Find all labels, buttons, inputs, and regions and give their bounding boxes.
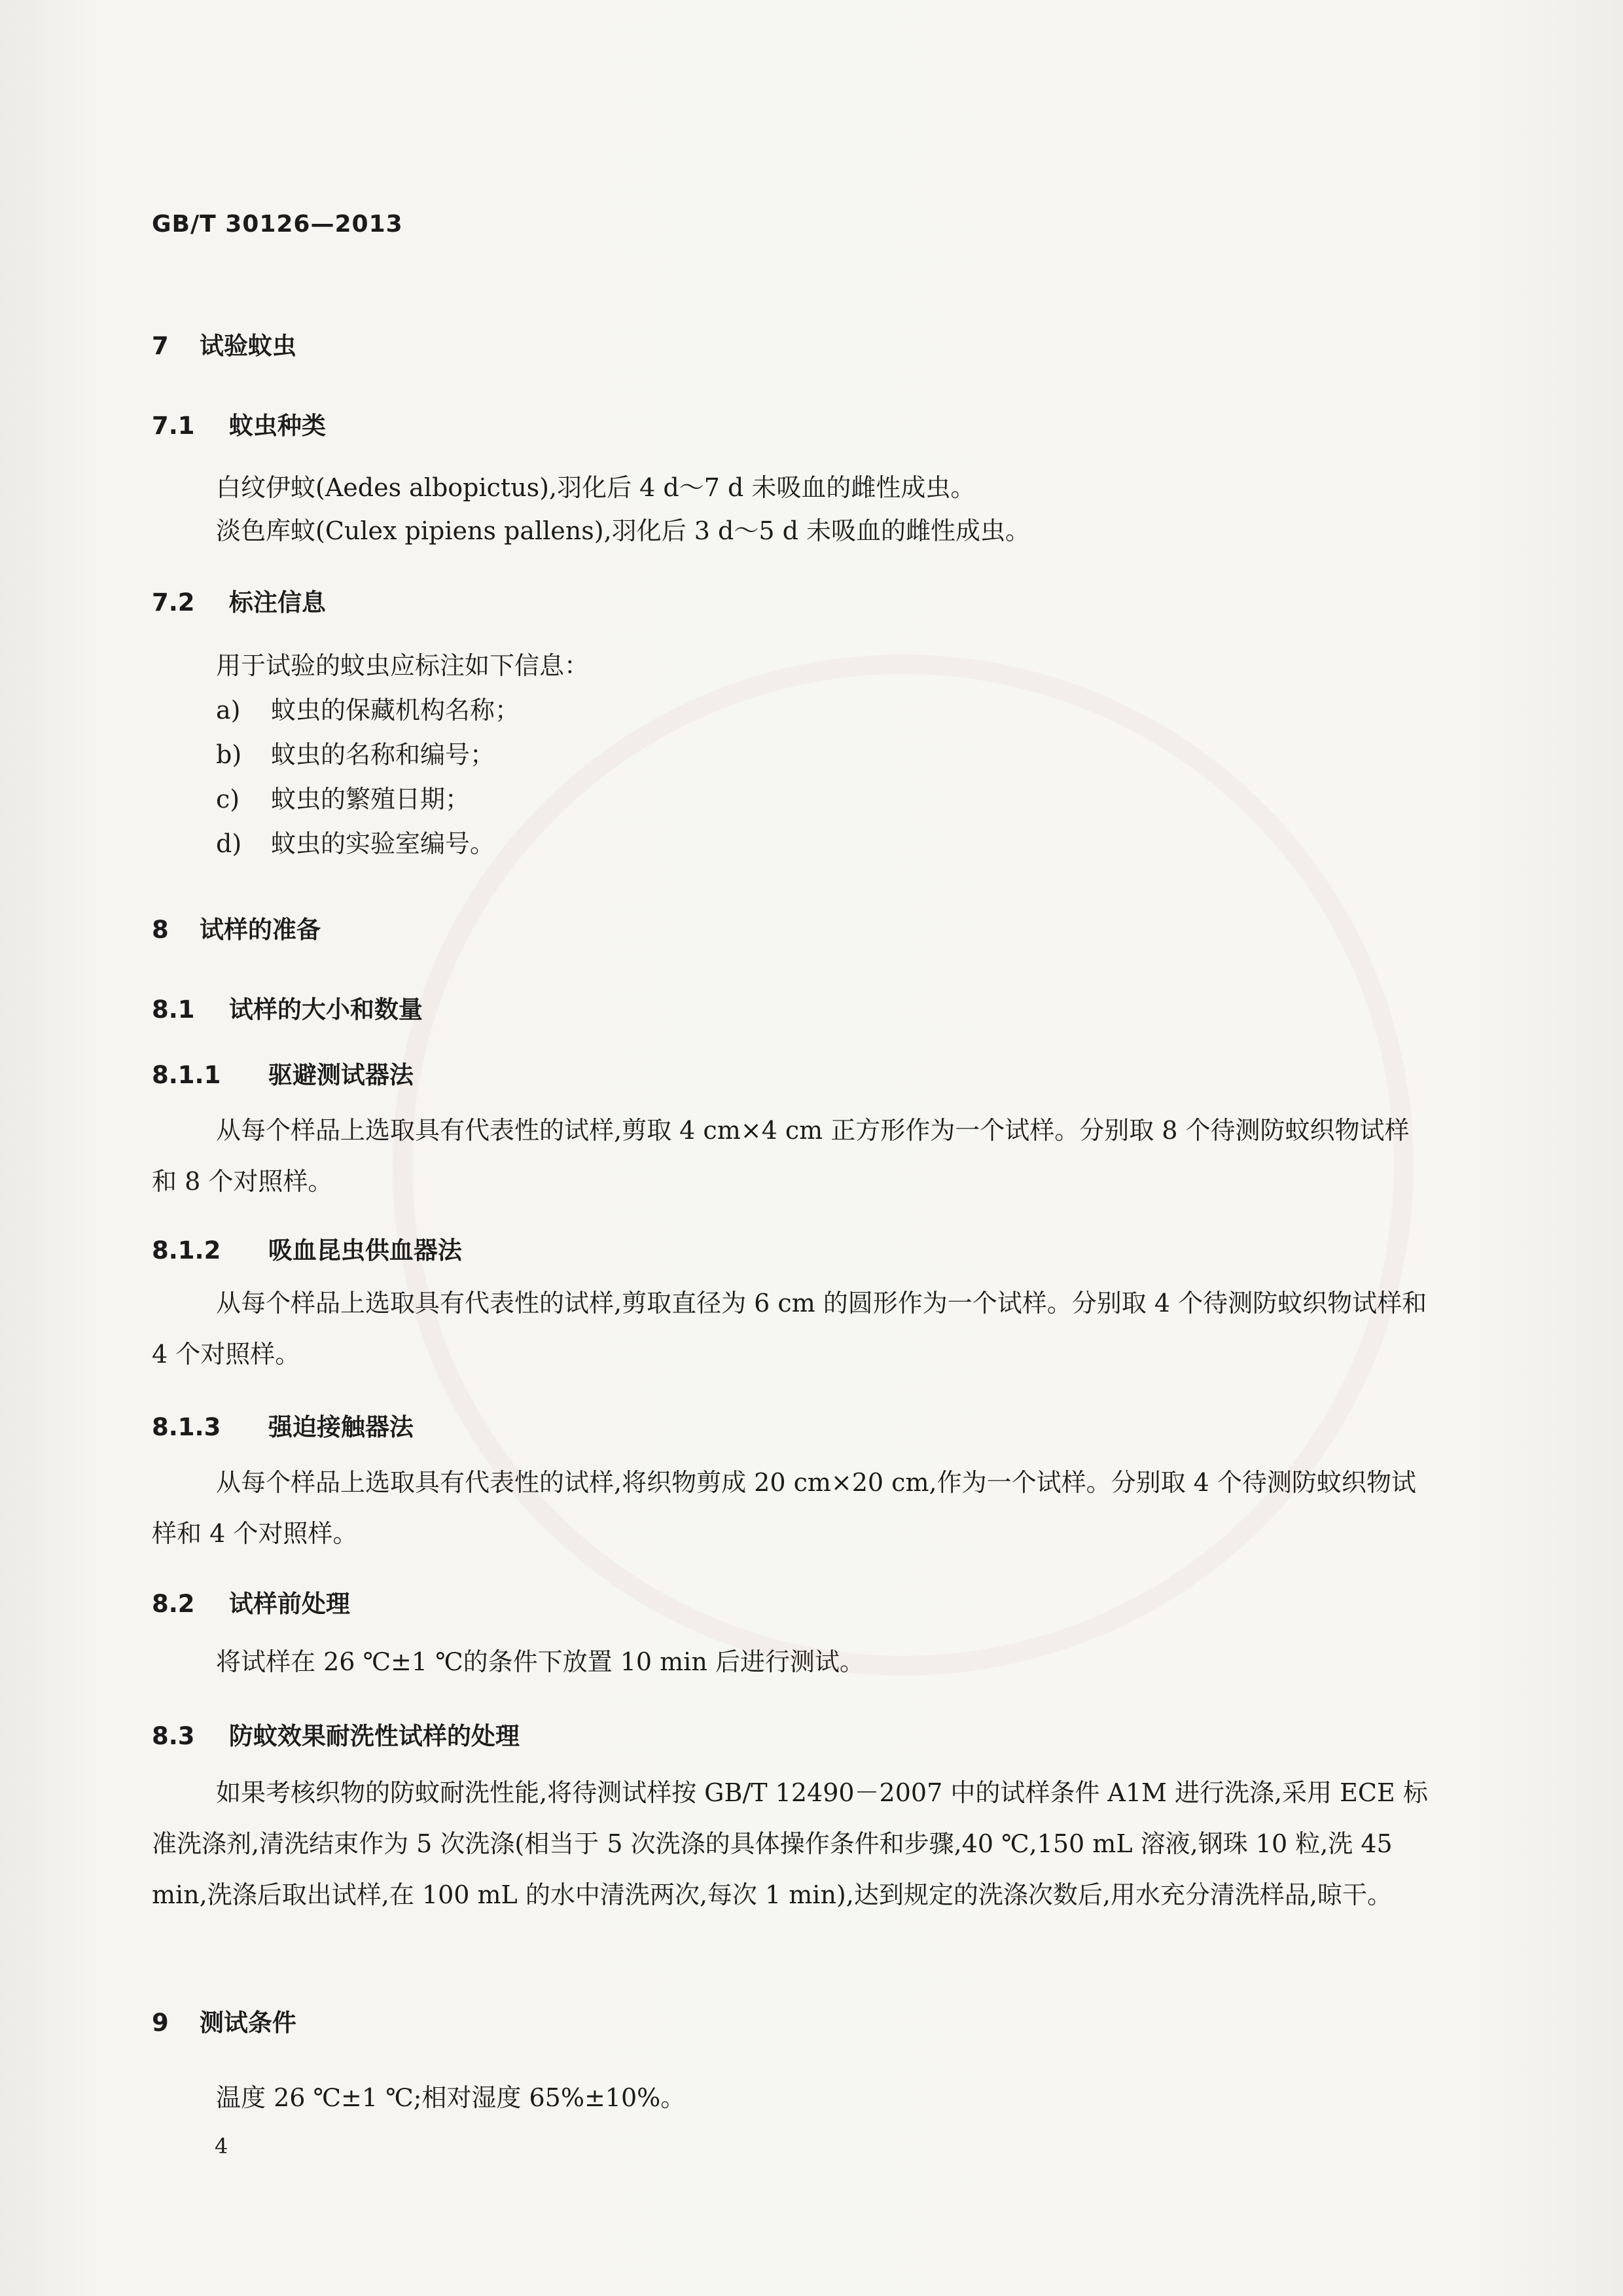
paragraph: 如果考核织物的防蚊耐洗性能,将待测试样按 GB/T 12490－2007 中的试样条件 A1M 进行洗涤,采用 ECE 标准洗涤剂,清洗结束作为 5 次洗涤(相当于 5 次洗涤的具体操作条件和步骤,40 ℃,150 mL 溶液,钢珠 10 粒,洗 45 min,洗涤后取出试样,在 100 mL 的水中清洗两次,每次 1 min),达到规定的洗涤次数后,用水充分清洗样品,晾干。 (152, 1778, 1428, 1909)
section-title: 测试条件 (199, 2009, 296, 2037)
section-heading-8 (152, 910, 321, 945)
list-item (216, 734, 495, 770)
section-title: 试验蚊虫 (199, 332, 296, 360)
list-text: 蚊虫的实验室编号。 (271, 829, 495, 858)
list-text: 蚊虫的名称和编号； (271, 740, 495, 769)
section-heading-8-1-3 (152, 1407, 414, 1443)
section-number: 8.1.1 (152, 1061, 221, 1089)
section-heading-7-1 (152, 406, 326, 441)
section-title: 强迫接触器法 (268, 1413, 414, 1441)
list-text: 蚊虫的保藏机构名称； (271, 696, 520, 725)
section-number: 8.2 (152, 1590, 195, 1618)
list-item (216, 690, 520, 726)
section-number: 9 (152, 2009, 169, 2037)
list-marker: a) (216, 696, 241, 725)
section-title: 防蚊效果耐洗性试样的处理 (228, 1722, 520, 1750)
list-marker: b) (216, 740, 242, 769)
section-number: 8.3 (152, 1722, 195, 1750)
section-heading-8-1-1 (152, 1055, 414, 1090)
section-title: 试样前处理 (228, 1590, 350, 1618)
section-heading-8-2 (152, 1584, 350, 1619)
list-text: 蚊虫的繁殖日期； (271, 785, 471, 814)
species-line: 淡色库蚊(Culex pipiens pallens),羽化后 3 d～5 d 未吸血的雌性成虫。 (216, 516, 1031, 545)
paragraph: 温度 26 ℃±1 ℃;相对湿度 65%±10%。 (216, 2083, 686, 2112)
section-title: 试样的准备 (199, 916, 321, 944)
paragraph: 从每个样品上选取具有代表性的试样,剪取直径为 6 cm 的圆形作为一个试样。分别取 4 个待测防蚊织物试样和 4 个对照样。 (152, 1289, 1427, 1369)
section-title: 驱避测试器法 (268, 1061, 414, 1089)
section-number: 8.1.3 (152, 1413, 221, 1441)
section-heading-8-3 (152, 1716, 520, 1751)
section-title: 试样的大小和数量 (228, 996, 423, 1024)
section-heading-9 (152, 2003, 296, 2038)
section-heading-7-2 (152, 583, 326, 618)
list-item (216, 779, 470, 815)
section-heading-8-1-2 (152, 1230, 462, 1266)
page-number: 4 (215, 2134, 228, 2159)
section-heading-8-1 (152, 990, 423, 1025)
section-title: 吸血昆虫供血器法 (268, 1236, 462, 1265)
species-line: 白纹伊蚊(Aedes albopictus),羽化后 4 d～7 d 未吸血的雌性成虫。 (216, 473, 976, 502)
section-number: 8 (152, 916, 169, 944)
section-title: 标注信息 (228, 588, 326, 617)
section-title: 蚊虫种类 (228, 412, 326, 440)
section-heading-7 (152, 326, 296, 361)
document-id: GB/T 30126—2013 (152, 211, 403, 238)
list-marker: d) (216, 829, 242, 858)
list-marker: c) (216, 785, 240, 814)
section-number: 8.1 (152, 996, 195, 1024)
section-number: 7 (152, 332, 169, 360)
paragraph: 将试样在 26 ℃±1 ℃的条件下放置 10 min 后进行测试。 (216, 1647, 865, 1676)
list-item (216, 823, 495, 859)
label-intro: 用于试验的蚊虫应标注如下信息： (216, 651, 590, 680)
paragraph: 从每个样品上选取具有代表性的试样,将织物剪成 20 cm×20 cm,作为一个试样。分别取 4 个待测防蚊织物试样和 4 个对照样。 (152, 1468, 1416, 1548)
paragraph: 从每个样品上选取具有代表性的试样,剪取 4 cm×4 cm 正方形作为一个试样。分别取 8 个待测防蚊织物试样和 8 个对照样。 (152, 1116, 1410, 1196)
section-number: 7.1 (152, 412, 195, 440)
section-number: 7.2 (152, 588, 195, 617)
section-number: 8.1.2 (152, 1236, 221, 1265)
